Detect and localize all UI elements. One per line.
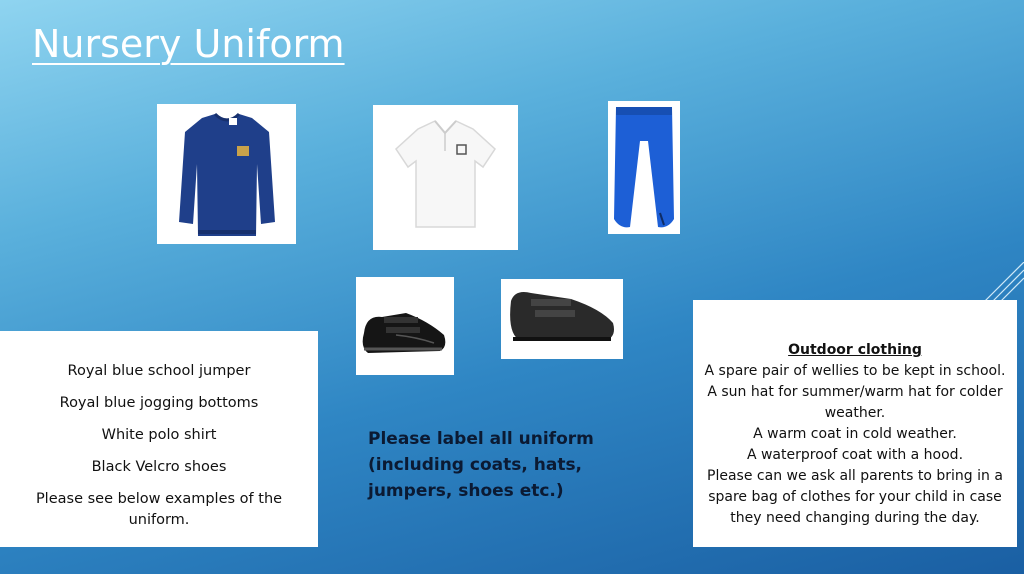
list-item: Royal blue school jumper [67,363,251,379]
list-item: Black Velcro shoes [91,459,227,475]
jogging-bottoms-photo-icon [608,101,680,234]
jogging-bottoms-image [608,101,680,234]
patent-shoe-image [356,277,454,375]
outdoor-line: A waterproof coat with a hood. [746,447,964,463]
label-uniform-note: Please label all uniform (including coats, hats, jumpers, shoes etc.) [368,429,594,501]
jumper-image [157,104,296,244]
list-item: White polo shirt [101,427,217,443]
list-item: Royal blue jogging bottoms [59,395,259,411]
patent-shoe-photo-icon [356,277,454,375]
outdoor-line: Please can we ask all parents to bring in a spare bag of clothes for your child in case they need changing during the day. [707,468,1003,526]
jumper-photo-icon [157,104,296,244]
polo-shirt-photo-icon [373,105,518,250]
velcro-shoe-image [501,279,623,359]
outdoor-clothing-box [693,300,1017,547]
outdoor-line: A spare pair of wellies to be kept in school. [704,363,1006,379]
outdoor-line: A sun hat for summer/warm hat for colder weather. [707,384,1003,421]
outdoor-clothing-heading: Outdoor clothing [788,342,922,358]
uniform-examples-note: Please see below examples of the uniform. [35,491,283,528]
slide-title: Nursery Uniform [32,22,345,66]
outdoor-line: A warm coat in cold weather. [753,426,957,442]
velcro-shoe-photo-icon [501,279,623,359]
uniform-list-box [0,331,318,547]
polo-shirt-image [373,105,518,250]
